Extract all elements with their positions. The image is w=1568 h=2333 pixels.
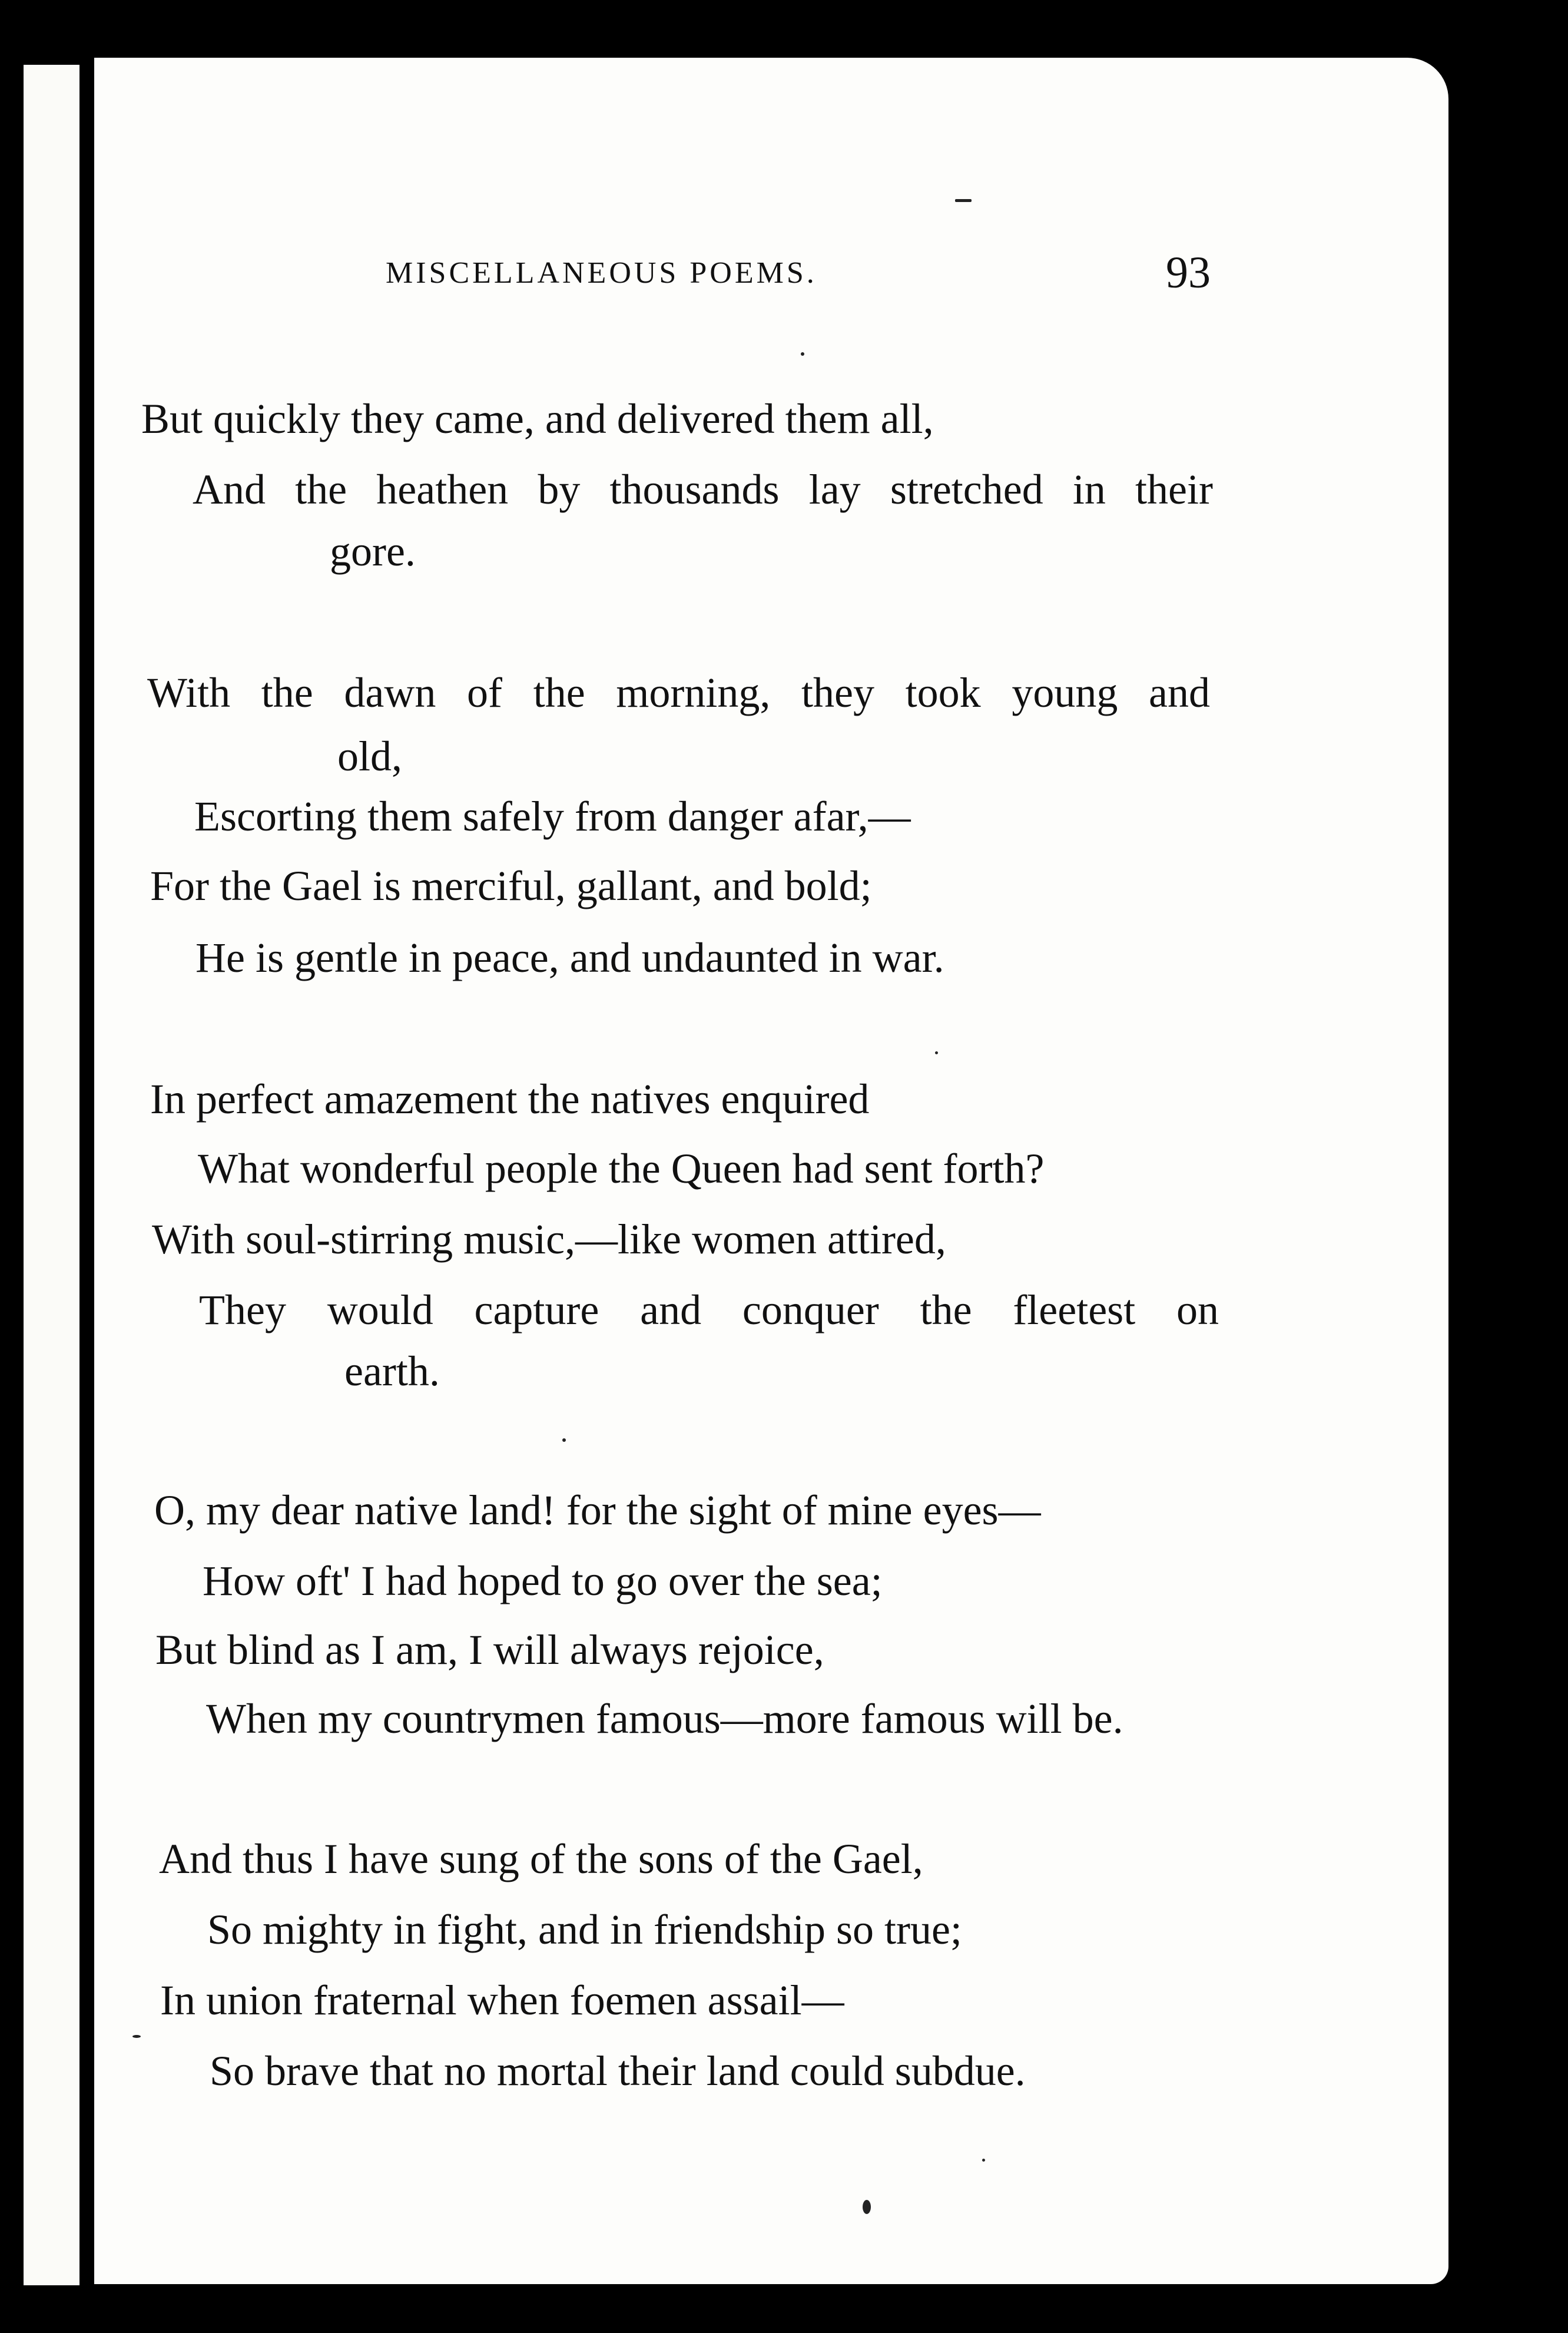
poem-line: How oft' I had hoped to go over the sea; — [203, 1557, 883, 1604]
poem-line: But blind as I am, I will always rejoice, — [155, 1626, 824, 1673]
poem-line: old, — [337, 733, 403, 780]
poem-line: With the dawn of the morning, they took young and — [147, 669, 1210, 716]
running-head-title: MISCELLANEOUS POEMS. — [386, 256, 817, 290]
scan-speck — [935, 1051, 938, 1054]
scan-speck — [801, 352, 804, 356]
poem-line: With soul-stirring music,—like women attired, — [152, 1216, 946, 1263]
poem-line: But quickly they came, and delivered them all, — [141, 395, 934, 442]
page-number: 93 — [1166, 248, 1211, 297]
scan-speck — [863, 2200, 871, 2214]
poem-line: earth. — [344, 1348, 440, 1395]
poem-line: So mighty in fight, and in friendship so true; — [207, 1906, 962, 1953]
scan-speck — [955, 199, 972, 202]
poem-line: And the heathen by thousands lay stretched in their — [193, 466, 1213, 513]
poem-line: For the Gael is merciful, gallant, and bold; — [150, 862, 872, 909]
poem-line: And thus I have sung of the sons of the Gael, — [159, 1835, 923, 1882]
poem-line: What wonderful people the Queen had sent forth? — [198, 1145, 1045, 1192]
scan-speck — [982, 2159, 985, 2162]
poem-line: When my countrymen famous—more famous will be. — [206, 1695, 1123, 1742]
scan-speck — [562, 1438, 566, 1442]
poem-line: He is gentle in peace, and undaunted in war. — [195, 934, 944, 981]
scan-speck — [132, 2035, 141, 2038]
poem-line: In perfect amazement the natives enquired — [150, 1076, 870, 1123]
poem-line: In union fraternal when foemen assail— — [160, 1977, 844, 2024]
poem-line: gore. — [330, 528, 416, 575]
poem-line: They would capture and conquer the fleetest on — [199, 1286, 1219, 1333]
poem-line: So brave that no mortal their land could subdue. — [210, 2047, 1026, 2094]
poem-line: Escorting them safely from danger afar,— — [194, 793, 911, 840]
poem-line: O, my dear native land! for the sight of mine eyes— — [154, 1487, 1041, 1534]
